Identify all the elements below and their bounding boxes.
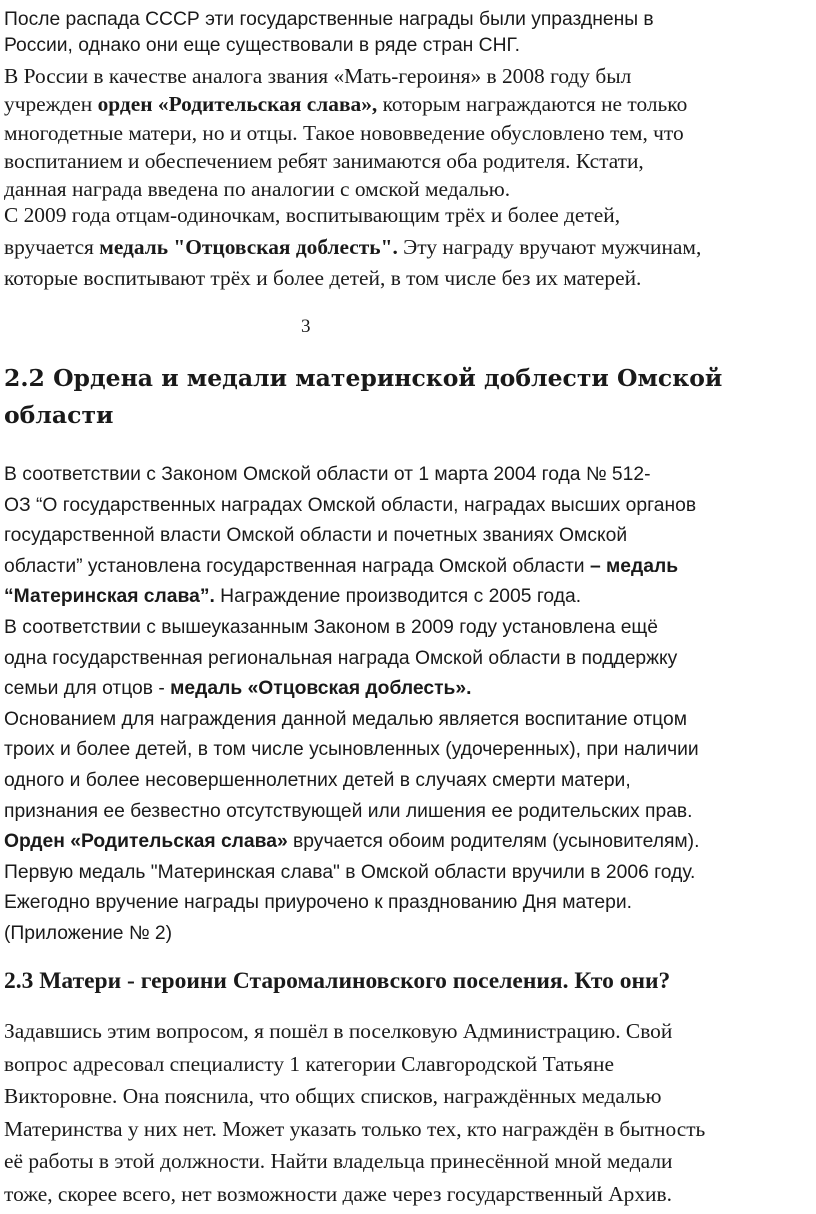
text-run: которым награждаются не только (377, 92, 688, 117)
text-line: В соответствии с Законом Омской области от 1 марта 2004 года № 512- (4, 464, 651, 485)
text-run: Награждение производится с 2005 года. (214, 586, 582, 608)
text-line: Викторовне. Она пояснила, что общих списков, награждённых медалью (4, 1084, 662, 1108)
heading-line: 2.2 Ордена и медали материнской доблести Омской (4, 364, 723, 392)
section-heading-2-3: 2.3 Матери - героини Старомалиновского поселения. Кто они? (4, 968, 671, 994)
bold-order-name: орден «Родительская слава», (97, 92, 378, 117)
text-line: В соответствии с вышеуказанным Законом в 2009 году установлена ещё (4, 616, 658, 638)
text-line: данная награда введена по аналогии с омской медалью. (4, 177, 511, 202)
section-heading-2-2 (4, 360, 804, 434)
text-line (4, 582, 814, 613)
bold-medal-name: “Материнская слава”. (4, 586, 215, 608)
text-line (4, 827, 814, 858)
text-line: её работы в этой должности. Найти владельца принесённой мной медали (4, 1149, 673, 1173)
text-line: которые воспитывают трёх и более детей, в том числе без их матерей. (4, 266, 642, 290)
text-line: признания ее безвестно отсутствующей или лишения ее родительских прав. (4, 800, 693, 822)
text-run: вручается обоим родителям (усыновителям). (287, 831, 700, 853)
paragraph-father-valor (4, 200, 814, 295)
text-line: Ежегодно вручение награды приурочено к празднованию Дня матери. (4, 892, 632, 914)
intro-paragraph (4, 7, 814, 60)
section-2-3-body (4, 1015, 814, 1210)
text-line: воспитанием и обеспечением ребят занимаются оба родителя. Кстати, (4, 148, 644, 173)
text-line: В России в качестве аналога звания «Мать-героиня» в 2008 году был (4, 64, 632, 88)
text-line: одна государственная региональная награда Омской области в поддержку (4, 647, 678, 669)
text-line: ОЗ “О государственных наградах Омской области, наградах высших органов (4, 494, 697, 516)
text-line: Первую медаль "Материнская слава" в Омской области вручили в 2006 году. (4, 861, 696, 883)
text-line (4, 674, 814, 705)
text-line: тоже, скорее всего, нет возможности даже через государственный Архив. (4, 1181, 672, 1206)
bold-medal-label: – медаль (589, 555, 679, 577)
text-line: одного и более несовершеннолетних детей в случаях смерти матери, (4, 769, 631, 791)
text-run: семьи для отцов - (4, 678, 171, 700)
text-line: многодетные матери, но и отцы. Такое нововведение обусловлено тем, что (4, 120, 684, 145)
bold-medal-name: медаль "Отцовская доблесть". (99, 234, 398, 259)
text-line: Материнства у них нет. Может указать только тех, кто награждён в бытность (4, 1116, 706, 1141)
text-line: вопрос адресовал специалисту 1 категории Славгородской Татьяне (4, 1051, 614, 1076)
intro-line: После распада СССР эти государственные награды были упразднены в (4, 9, 654, 30)
text-run: области” установлена государственная награда Омской области (4, 555, 590, 577)
text-run: вручается (4, 234, 100, 259)
intro-line: России, однако они еще существовали в ряде стран СНГ. (4, 35, 520, 57)
text-line (4, 552, 814, 583)
text-line: троих и более детей, в том числе усыновленных (удочеренных), при наличии (4, 739, 699, 761)
paragraph-parental-glory (4, 62, 814, 203)
text-line: С 2009 года отцам-одиночкам, воспитывающим трёх и более детей, (4, 203, 621, 227)
section-2-2-body (4, 460, 814, 950)
heading-line: области (4, 401, 114, 429)
text-line: Основанием для награждения данной медалью является воспитание отцом (4, 708, 687, 730)
text-line (4, 232, 814, 264)
bold-medal-name: медаль «Отцовская доблесть». (170, 678, 472, 700)
text-line (4, 90, 814, 118)
text-line: (Приложение № 2) (4, 922, 173, 944)
text-line: государственной власти Омской области и почетных званиях Омской (4, 525, 628, 547)
page-number: 3 (301, 316, 311, 337)
text-line: Задавшись этим вопросом, я пошёл в поселковую Администрацию. Свой (4, 1019, 673, 1043)
text-run: Эту награду вручают мужчинам, (397, 234, 702, 259)
bold-order-name: Орден «Родительская слава» (4, 831, 288, 853)
text-run: учрежден (4, 92, 98, 117)
